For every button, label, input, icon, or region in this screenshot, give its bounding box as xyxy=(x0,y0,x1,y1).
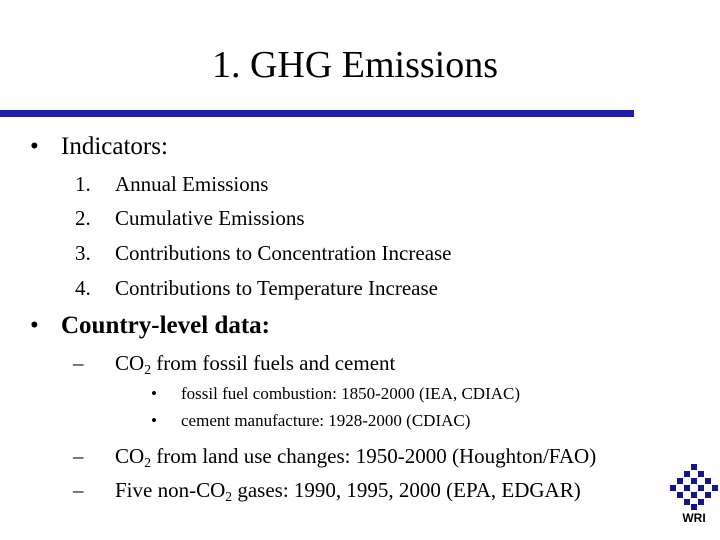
sub-bullet-marker: • xyxy=(151,411,157,430)
list-item-number: 1. xyxy=(75,172,91,196)
bullet-country: • xyxy=(30,312,39,339)
dash-marker: – xyxy=(73,444,84,468)
slide-title: 1. GHG Emissions xyxy=(211,44,499,86)
wri-logo-icon xyxy=(670,464,718,510)
list-item: Contributions to Concentration Increase xyxy=(115,241,452,265)
sub-list-item: cement manufacture: 1928-2000 (CDIAC) xyxy=(181,411,471,430)
sub-list-item: fossil fuel combustion: 1850-2000 (IEA, CDIAC) xyxy=(181,384,521,403)
list-item-number: 3. xyxy=(75,241,91,265)
dash-marker: – xyxy=(73,478,84,502)
title-underline xyxy=(0,110,634,117)
list-item: Annual Emissions xyxy=(115,172,269,196)
list-item: Contributions to Temperature Increase xyxy=(115,276,438,300)
list-item-number: 2. xyxy=(75,206,91,230)
list-item: Cumulative Emissions xyxy=(115,206,305,230)
wri-logo-text: WRI xyxy=(682,511,706,525)
bullet-indicators: • xyxy=(30,133,39,160)
fossil-fuel-item: $CO_2$ from fossil fuels and cement xyxy=(115,351,396,378)
dash-marker: – xyxy=(73,351,84,375)
sub-bullet-marker: • xyxy=(151,384,157,403)
list-item-number: 4. xyxy=(75,276,91,300)
heading-country-level-data: Country-level data: xyxy=(61,312,270,339)
non-co2-gases-item: Five non-$CO_2$ gases: 1990, 1995, 2000 (EPA, EDGAR) xyxy=(115,478,581,505)
wri-logo xyxy=(670,464,718,528)
heading-indicators: Indicators: xyxy=(61,133,168,160)
land-use-item: $CO_2$ from land use changes: 1950-2000 (Houghton/FAO) xyxy=(115,444,597,471)
